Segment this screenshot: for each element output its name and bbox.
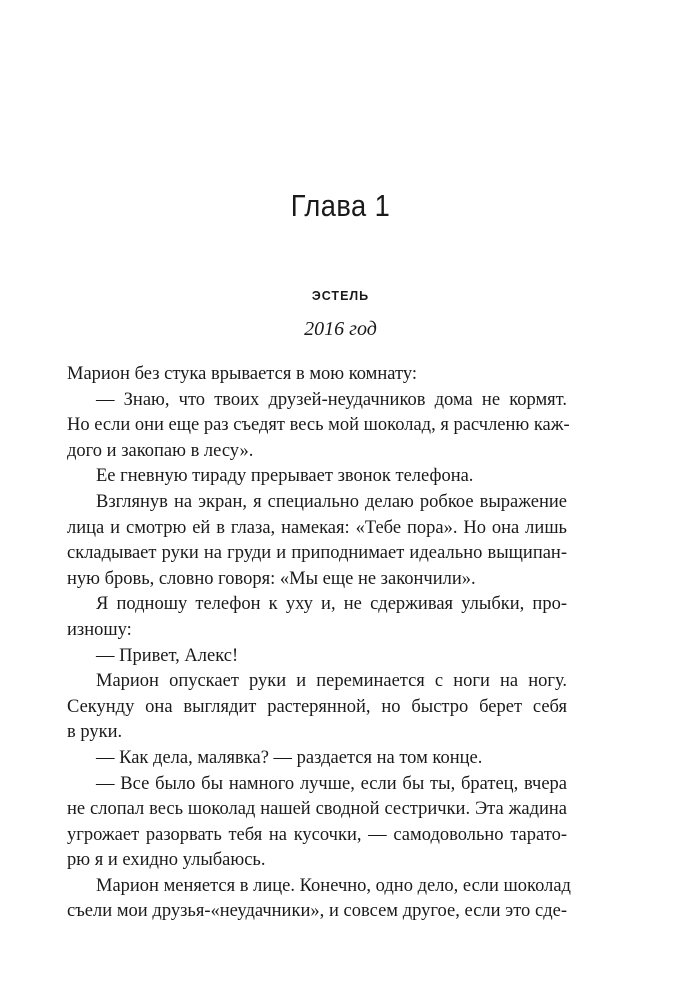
text-line: Я подношу телефон к уху и, не сдерживая улыбки, про- [96, 594, 567, 615]
text-line: в руки. [67, 722, 123, 743]
text-line: дого и закопаю в лесу». [67, 440, 254, 461]
text-line: съели мои друзья-«неудачники», и совсем другое, если это сде- [67, 901, 567, 922]
year-subheading: 2016 год [304, 318, 377, 340]
text-line: лица и смотрю ей в глаза, намекая: «Тебе пора». Но она лишь [67, 517, 567, 538]
text-line: Ее гневную тираду прерывает звонок телефона. [96, 466, 474, 487]
text-line: Взглянув на экран, я специально делаю робкое выражение [96, 491, 567, 512]
text-line: Но если они еще раз съедят весь мой шоколад, я расчленю каж- [67, 415, 570, 436]
text-line: Секунду она выглядит растерянной, но быстро берет себя [67, 696, 567, 717]
text-line: изношу: [67, 619, 132, 640]
text-line: не слопал весь шоколад нашей сводной сестрички. Эта жадина [67, 799, 567, 820]
text-line: Марион без стука врывается в мою комнату: [67, 364, 417, 384]
text-line: ную бровь, словно говоря: «Мы еще не закончили». [67, 568, 476, 589]
text-line: — Привет, Алекс! [96, 645, 239, 666]
body-text [67, 362, 571, 925]
text-line: рю я и ехидно улыбаюсь. [67, 850, 266, 871]
text-line: угрожает разорвать тебя на кусочки, — самодовольно тарато- [67, 824, 567, 845]
text-line: складывает руки на груди и приподнимает идеально выщипан- [67, 543, 567, 564]
text-line: Марион опускает руки и переминается с ноги на ногу. [96, 671, 567, 692]
text-line: — Как дела, малявка? — раздается на том конце. [96, 747, 483, 768]
text-line: — Знаю, что твоих друзей-неудачников дома не кормят. [96, 389, 567, 410]
narrator-heading: ЭСТЕЛЬ [311, 289, 370, 303]
text-line: — Все было бы намного лучше, если бы ты, братец, вчера [96, 773, 567, 794]
chapter-title: Глава 1 [290, 188, 391, 223]
text-line: Марион меняется в лице. Конечно, одно дело, если шоколад [96, 875, 571, 896]
